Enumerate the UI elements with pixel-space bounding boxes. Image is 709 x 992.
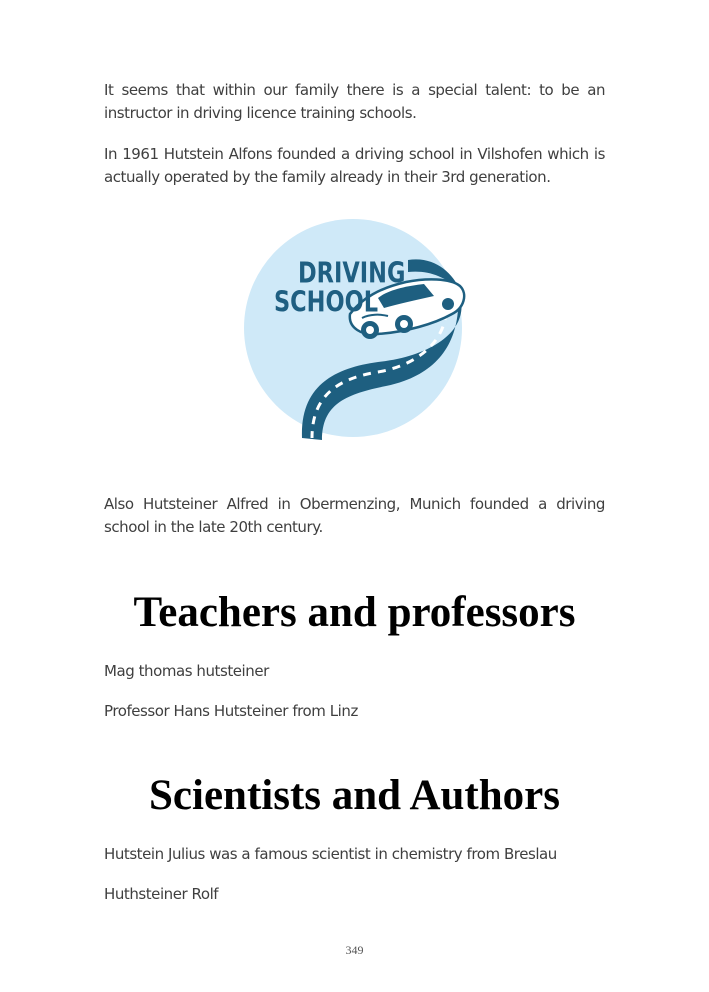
scientist-item-1: Hutstein Julius was a famous scientist in chemistry from Breslau [104,845,557,863]
teachers-heading: Teachers and professors [133,589,576,636]
intro-paragraph-2: In 1961 Hutstein Alfons founded a driving school in Vilshofen which is actually operated by the family already in their 3rd generation. [104,145,605,186]
scientists-heading: Scientists and Authors [149,772,560,819]
logo-text-school: SCHOOL [274,285,379,319]
scientist-item-2: Huthsteiner Rolf [104,885,219,903]
intro-paragraph-1: It seems that within our family there is a special talent: to be an instructor in driving licence training schools. [104,81,605,122]
alfred-paragraph: Also Hutsteiner Alfred in Obermenzing, Munich founded a driving school in the late 20th century. [104,495,605,536]
logo-text-driving: DRIVING [298,257,406,291]
page-number: 349 [345,943,364,957]
driving-school-logo [238,216,470,444]
teacher-item-1: Mag thomas hutsteiner [104,662,269,680]
teacher-item-2: Professor Hans Hutsteiner from Linz [104,702,358,720]
